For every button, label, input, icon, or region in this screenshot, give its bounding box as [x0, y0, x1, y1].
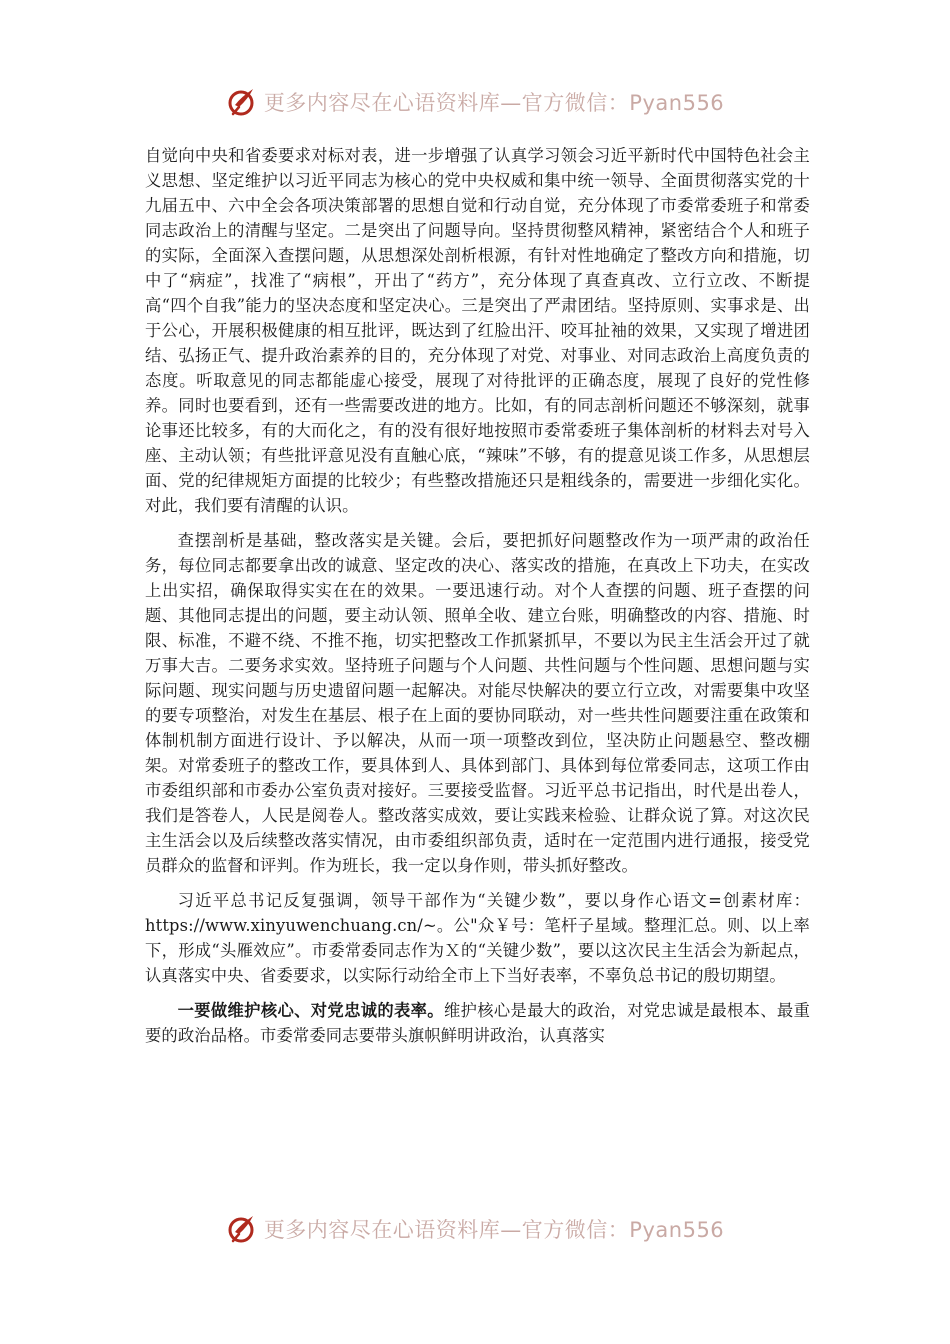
- footer-watermark: [0, 1209, 950, 1249]
- watermark-text: 更多内容尽在心语资料库—官方微信：Pyan556: [263, 91, 725, 115]
- quill-logo-icon: [226, 85, 260, 119]
- paragraph-3: 习近平总书记反复强调，领导干部作为“关键少数”，要以身作心语文=创素材库：https://www.xinyuwenchuang.cn/~。公"众￥号：笔杆子星域。整理汇总。则、以上率下，形成“头雁效应”。市委常委同志作为Ｘ的“关键少数”，要以这次民主生活会为新起点，认真落实中央、省委要求，以实际行动给全市上下当好表率，不辜负总书记的殷切期望。: [145, 891, 810, 985]
- paragraph-1: 自觉向中央和省委要求对标对表，进一步增强了认真学习领会习近平新时代中国特色社会主义思想、坚定维护以习近平同志为核心的党中央权威和集中统一领导、全面贯彻落实党的十九届五中、六中全会各项决策部署的思想自觉和行动自觉，充分体现了市委常委班子和常委同志政治上的清醒与坚定。二是突出了问题导向。坚持贯彻整风精神，紧密结合个人和班子的实际，全面深入查摆问题，从思想深处剖析根源，有针对性地确定了整改方向和措施，切中了“病症”，找准了“病根”，开出了“药方”，充分体现了真查真改、立行立改、不断提高“四个自我”能力的坚决态度和坚定决心。三是突出了严肃团结。坚持原则、实事求是、出于公心，开展积极健康的相互批评，既达到了红脸出汗、咬耳扯袖的效果，又实现了增进团结、弘扬正气、提升政治素养的目的，充分体现了对党、对事业、对同志政治上高度负责的态度。听取意见的同志都能虚心接受，展现了对待批评的正确态度，展现了良好的党性修养。同时也要看到，还有一些需要改进的地方。比如，有的同志剖析问题还不够深刻，就事论事还比较多，有的大而化之，有的没有很好地按照市委常委班子集体剖析的材料去对号入座、主动认领；有些批评意见没有直触心底，“辣味”不够，有的提意见谈工作多，从思想层面、党的纪律规矩方面提的比较少；有些整改措施还只是粗线条的，需要进一步细化实化。对此，我们要有清醒的认识。: [145, 146, 810, 515]
- paragraph-4: [145, 998, 810, 1048]
- watermark-text: 更多内容尽在心语资料库—官方微信：Pyan556: [263, 1218, 725, 1242]
- paragraph-2: 查摆剖析是基础，整改落实是关键。会后，要把抓好问题整改作为一项严肃的政治任务，每位同志都要拿出改的诚意、坚定改的决心、落实改的措施，在真改上下功夫，在实改上出实招，确保取得实实在在的效果。一要迅速行动。对个人查摆的问题、班子查摆的问题、其他同志提出的问题，要主动认领、照单全收、建立台账，明确整改的内容、措施、时限、标准，不避不绕、不推不拖，切实把整改工作抓紧抓早，不要以为民主生活会开过了就万事大吉。二要务求实效。坚持班子问题与个人问题、共性问题与个性问题、思想问题与实际问题、现实问题与历史遗留问题一起解决。对能尽快解决的要立行立改，对需要集中攻坚的要专项整治，对发生在基层、根子在上面的要协同联动，对一些共性问题要注重在政策和体制机制方面进行设计、予以解决，从而一项一项整改到位，坚决防止问题悬空、整改棚架。对常委班子的整改工作，要具体到人、具体到部门、具体到每位常委同志，这项工作由市委组织部和市委办公室负责对接好。三要接受监督。习近平总书记指出，时代是出卷人，我们是答卷人，人民是阅卷人。整改落实成效，要让实践来检验、让群众说了算。对这次民主生活会以及后续整改落实情况，由市委组织部负责，适时在一定范围内进行通报，接受党员群众的监督和评判。作为班长，我一定以身作则，带头抓好整改。: [145, 531, 810, 875]
- header-watermark: [0, 82, 950, 122]
- paragraph-4-text: 维护核心是最大的政治，对党忠诚是最根本、最重要的政治品格。市委常委同志要带头旗帜鲜明讲政治，认真落实: [145, 1001, 810, 1045]
- document-body: [145, 143, 810, 1058]
- paragraph-4-heading: 一要做维护核心、对党忠诚的表率。: [177, 1001, 444, 1020]
- quill-logo-icon: [226, 1212, 260, 1246]
